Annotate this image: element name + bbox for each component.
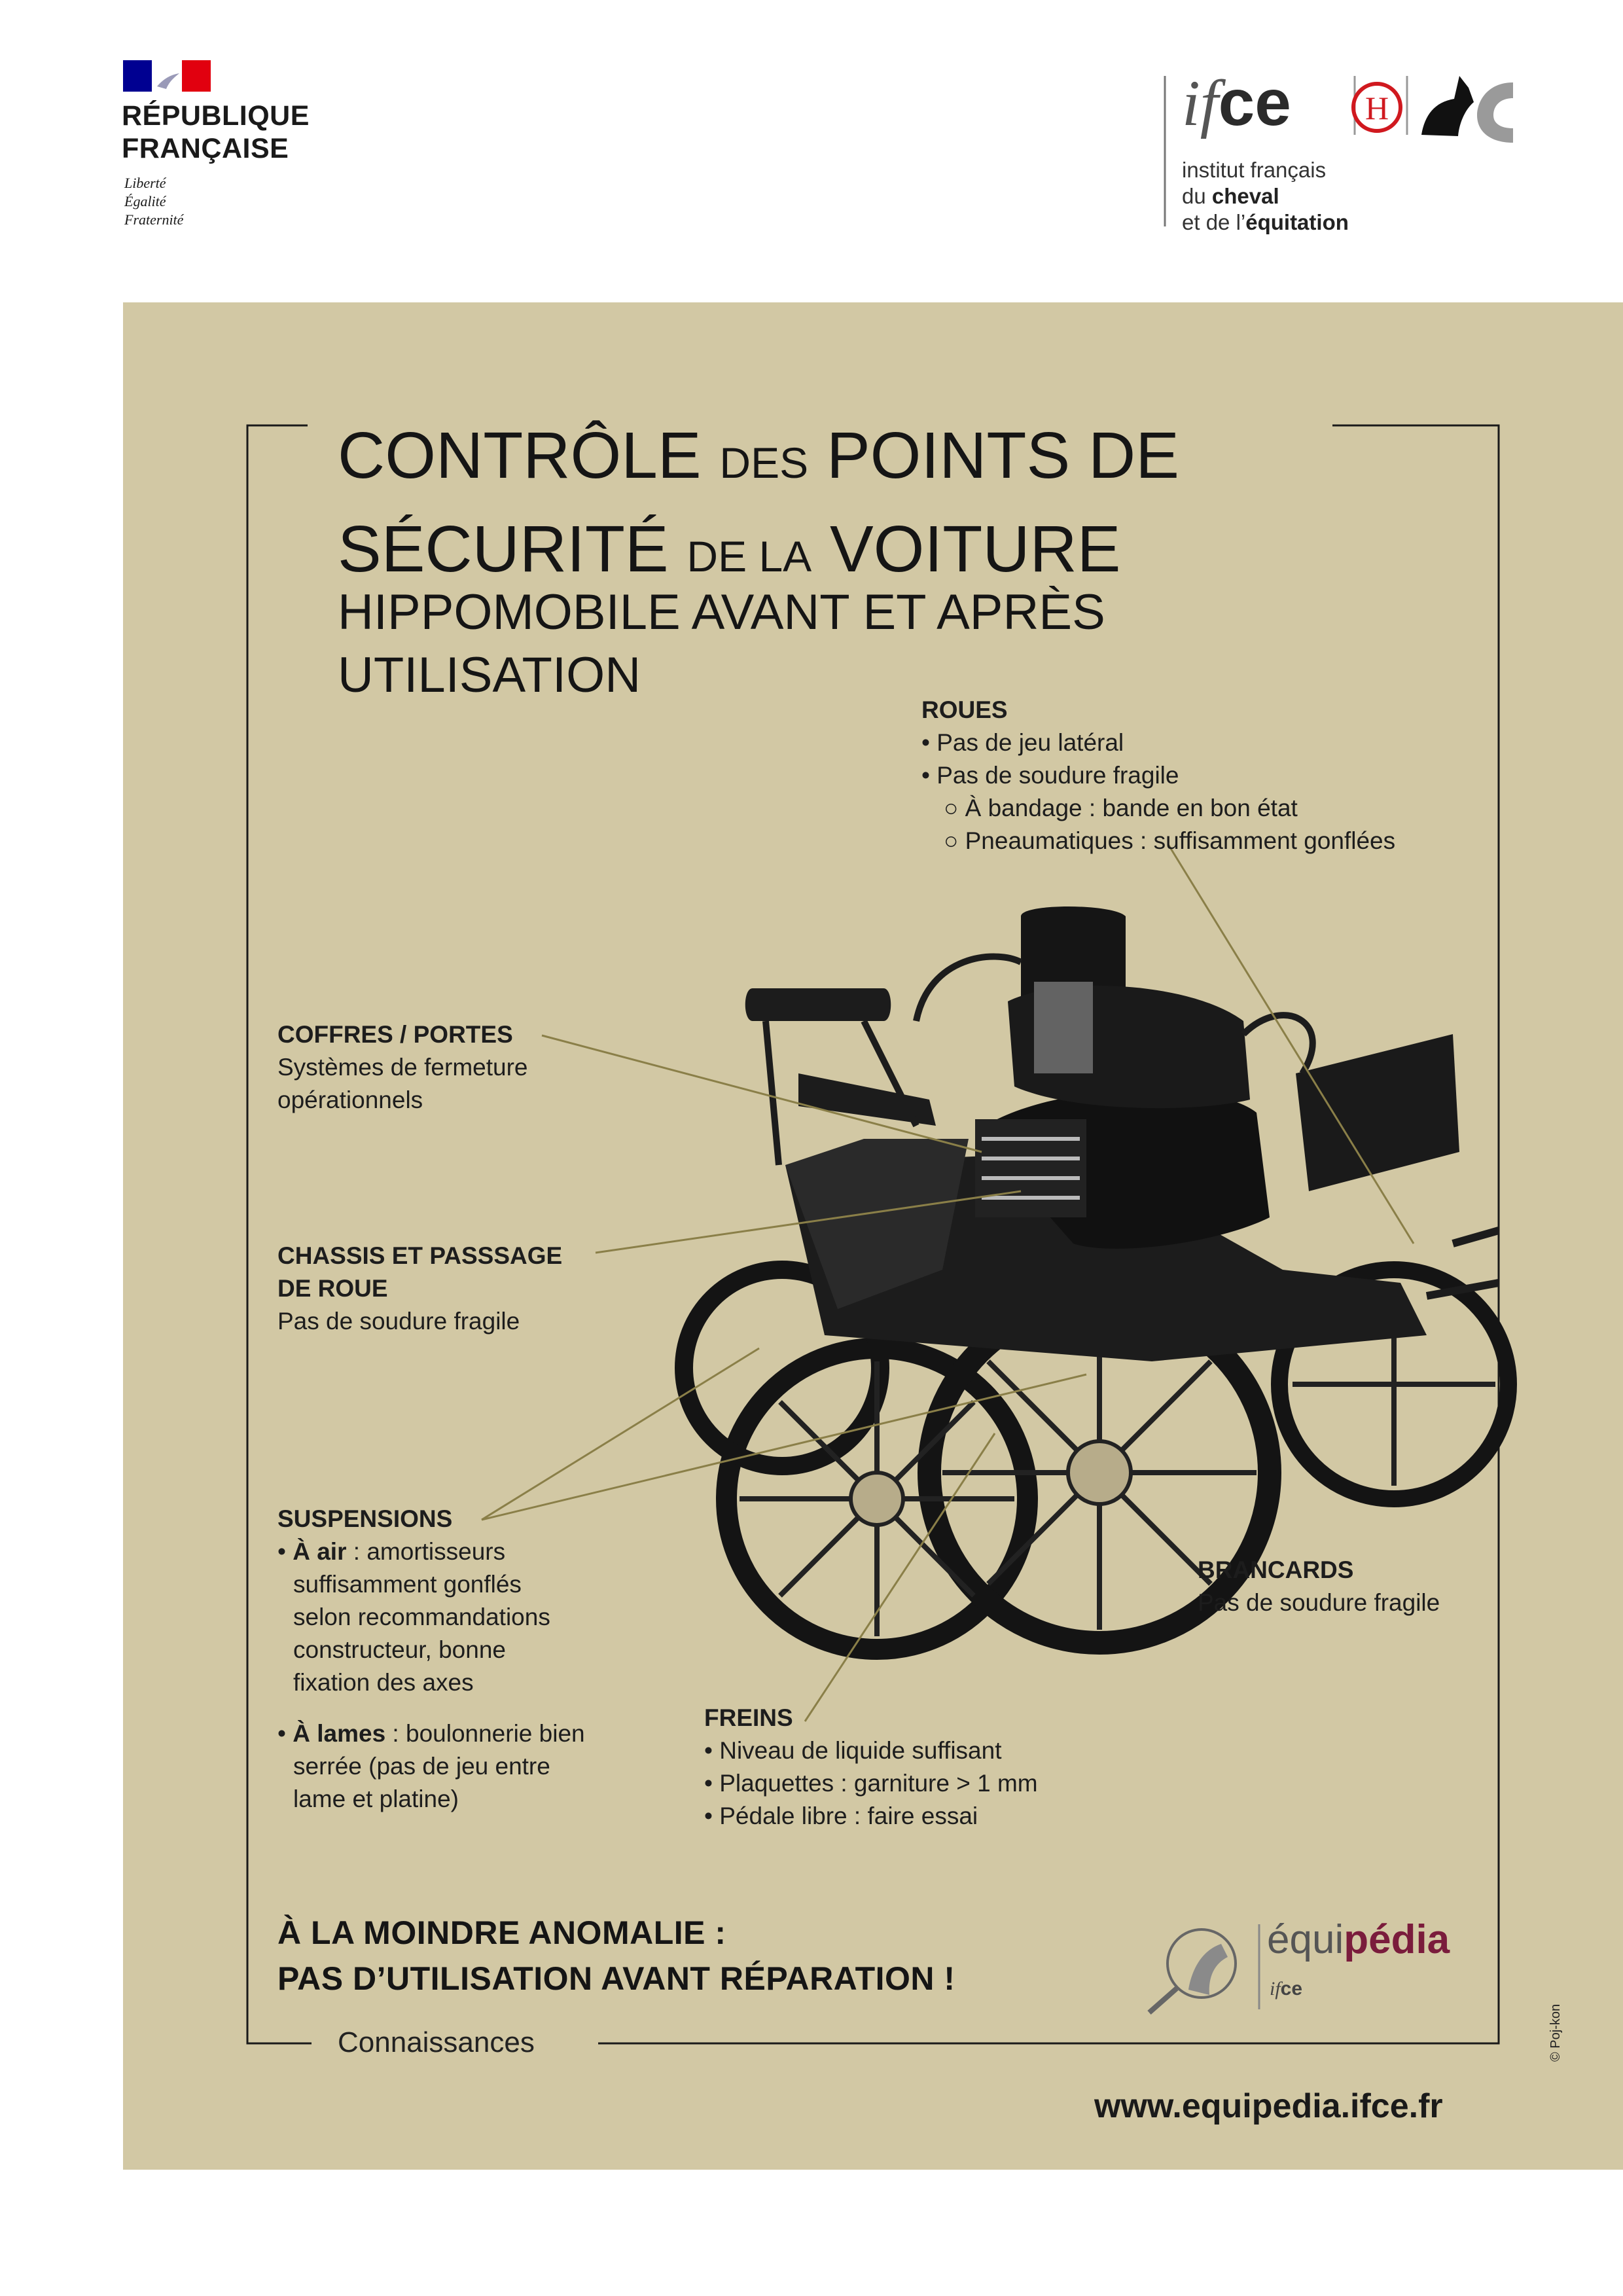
equipedia-ifce-mark: ifce [1270,1978,1303,2000]
carriage-drawing [684,906,1508,1649]
equipedia-wordmark: équipédia [1267,1917,1450,1962]
republique-francaise-title: RÉPUBLIQUE FRANÇAISE [122,100,310,164]
republic-motto: Liberté Égalité Fraternité [124,175,184,228]
poster-subtitle: HIPPOMOBILE AVANT ET APRÈS UTILISATION [338,584,1105,703]
label-suspensions: SUSPENSIONS • À air : amortisseurs suffisamment gonflés selon recommandations constructeur, bonne fixation des axes • À lames : boulonnerie bien serrée (pas de jeu entre lame et platine) [277,1505,585,1812]
label-coffres-portes: COFFRES / PORTES Systèmes de fermeture opérationnels [277,1021,528,1113]
ifce-tagline: institut français du cheval et de l’équitation [1182,158,1349,234]
warning-message: À LA MOINDRE ANOMALIE : PAS D’UTILISATION AVANT RÉPARATION ! [277,1914,955,1997]
photo-credit: © Poj-kon [1548,2003,1563,2062]
label-brancards: BRANCARDS Pas de soudure fragile [1198,1556,1440,1616]
website-url[interactable]: www.equipedia.ifce.fr [1094,2087,1443,2125]
ifce-wordmark: ifce [1182,66,1291,139]
label-chassis: CHASSIS ET PASSSAGE DE ROUE Pas de soudure fragile [277,1242,563,1335]
svg-text:H: H [1364,90,1389,126]
label-freins: FREINS • Niveau de liquide suffisant • Plaquettes : garniture > 1 mm • Pédale libre : faire essai [704,1704,1038,1829]
category-label: Connaissances [338,2026,535,2058]
poster-title: CONTRÔLE DES POINTS DE SÉCURITÉ DE LA VOITURE [338,419,1179,586]
label-roues: ROUES • Pas de jeu latéral • Pas de soudure fragile ○ À bandage : bande en bon état ○ Pneaumatiques : suffisamment gonflées [921,696,1396,854]
